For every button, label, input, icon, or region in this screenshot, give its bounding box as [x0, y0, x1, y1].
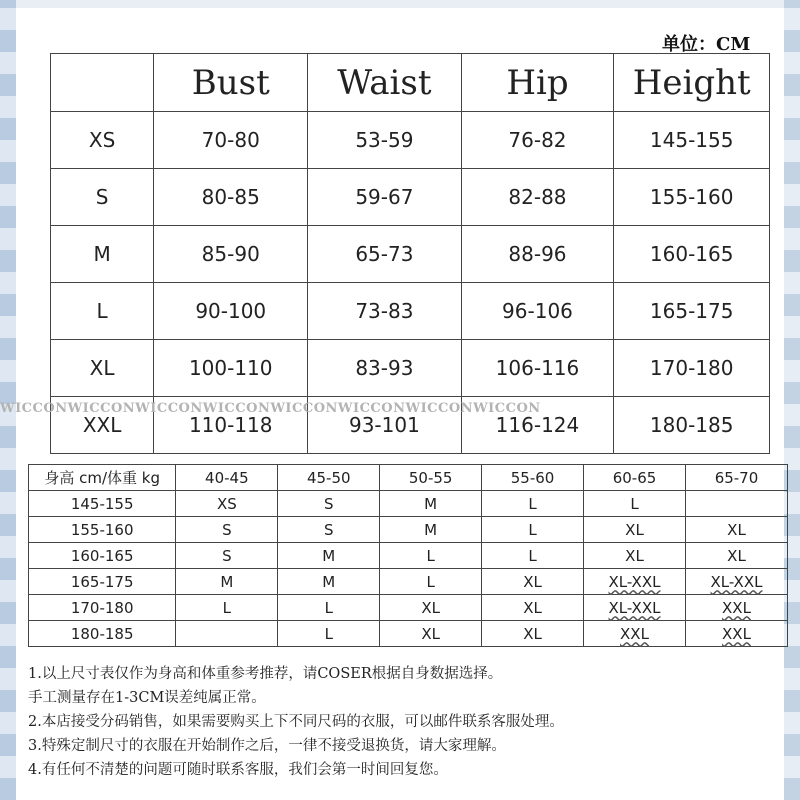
fit-header-row: [29, 465, 788, 491]
recommended-size-cell: XL: [482, 595, 584, 621]
watermark-text: WICCONWICCONWICCONWICCONWICCONWICCONWICCONWICCON: [0, 401, 541, 416]
size-label-cell: L: [51, 283, 154, 340]
measurement-cell: 160-165: [614, 226, 770, 283]
recommended-size-cell: [176, 621, 278, 647]
measurement-row: [51, 112, 770, 169]
fit-header-weight: 60-65: [584, 465, 686, 491]
measurement-row: [51, 226, 770, 283]
recommended-size-cell: L: [380, 543, 482, 569]
measurement-cell: 53-59: [308, 112, 461, 169]
measurement-header-size: [51, 54, 154, 112]
recommended-size-cell: L: [482, 491, 584, 517]
height-range-cell: 180-185: [29, 621, 176, 647]
note-line: 3.特殊定制尺寸的衣服在开始制作之后，一律不接受退换货，请大家理解。: [28, 738, 506, 754]
recommended-size-cell: XL: [482, 569, 584, 595]
note-line: 1.以上尺寸表仅作为身高和体重参考推荐，请COSER根据自身数据选择。: [28, 666, 503, 682]
measurement-cell: 96-106: [461, 283, 614, 340]
recommended-size-cell: XXL: [584, 621, 686, 647]
measurement-cell: 93-101: [308, 397, 461, 454]
recommended-size-cell: L: [482, 543, 584, 569]
measurement-cell: 82-88: [461, 169, 614, 226]
recommended-size-cell: M: [278, 569, 380, 595]
recommended-size-cell: XL: [584, 517, 686, 543]
size-label-cell: XXL: [51, 397, 154, 454]
recommended-size-cell: XL-XXL: [584, 569, 686, 595]
measurement-cell: 76-82: [461, 112, 614, 169]
fit-row: [29, 595, 788, 621]
height-range-cell: 165-175: [29, 569, 176, 595]
measurement-cell: 155-160: [614, 169, 770, 226]
recommended-size-cell: M: [380, 517, 482, 543]
size-notes: [28, 662, 778, 782]
fit-row: [29, 621, 788, 647]
unit-label: 单位：CM: [662, 34, 751, 55]
recommended-size-cell: L: [278, 621, 380, 647]
measurement-row: [51, 340, 770, 397]
measurement-header-height: Height: [614, 54, 770, 112]
height-range-cell: 170-180: [29, 595, 176, 621]
fit-header-weight: 65-70: [685, 465, 787, 491]
recommended-size-cell: XL-XXL: [685, 569, 787, 595]
recommended-size-cell: L: [584, 491, 686, 517]
height-range-cell: 145-155: [29, 491, 176, 517]
recommended-size-cell: XS: [176, 491, 278, 517]
measurement-cell: 145-155: [614, 112, 770, 169]
measurement-row: [51, 169, 770, 226]
recommended-size-cell: S: [176, 543, 278, 569]
recommended-size-cell: L: [278, 595, 380, 621]
recommended-size-cell: XXL: [685, 621, 787, 647]
recommended-size-cell: XL: [685, 517, 787, 543]
fit-header-axis: 身高 cm/体重 kg: [29, 465, 176, 491]
recommended-size-cell: XL: [380, 621, 482, 647]
recommended-size-cell: L: [176, 595, 278, 621]
measurement-cell: 100-110: [154, 340, 308, 397]
measurement-cell: 88-96: [461, 226, 614, 283]
measurement-cell: 70-80: [154, 112, 308, 169]
recommended-size-cell: M: [176, 569, 278, 595]
note-line: 2.本店接受分码销售，如果需要购买上下不同尺码的衣服，可以邮件联系客服处理。: [28, 714, 564, 730]
recommended-size-cell: XL-XXL: [584, 595, 686, 621]
recommended-size-cell: XL: [482, 621, 584, 647]
measurement-header-bust: Bust: [154, 54, 308, 112]
fit-row: [29, 517, 788, 543]
background-pattern-right: [784, 0, 800, 800]
measurement-cell: 85-90: [154, 226, 308, 283]
size-label-cell: M: [51, 226, 154, 283]
measurement-cell: 65-73: [308, 226, 461, 283]
measurement-header-hip: Hip: [461, 54, 614, 112]
fit-header-weight: 45-50: [278, 465, 380, 491]
note-line: 4.有任何不清楚的问题可随时联系客服，我们会第一时间回复您。: [28, 762, 448, 778]
recommended-size-cell: XL: [380, 595, 482, 621]
measurement-header-row: [51, 54, 770, 112]
fit-row: [29, 569, 788, 595]
recommended-size-cell: [685, 491, 787, 517]
measurement-cell: 90-100: [154, 283, 308, 340]
recommended-size-cell: L: [380, 569, 482, 595]
measurement-cell: 116-124: [461, 397, 614, 454]
height-range-cell: 155-160: [29, 517, 176, 543]
fit-header-weight: 55-60: [482, 465, 584, 491]
measurement-cell: 165-175: [614, 283, 770, 340]
recommended-size-cell: S: [278, 491, 380, 517]
background-pattern-left: [0, 0, 16, 800]
recommended-size-cell: XL: [685, 543, 787, 569]
height-range-cell: 160-165: [29, 543, 176, 569]
recommended-size-cell: S: [278, 517, 380, 543]
fit-header-weight: 50-55: [380, 465, 482, 491]
recommended-size-cell: XL: [584, 543, 686, 569]
measurement-cell: 170-180: [614, 340, 770, 397]
measurement-table: [50, 53, 770, 454]
measurement-cell: 180-185: [614, 397, 770, 454]
measurement-header-waist: Waist: [308, 54, 461, 112]
measurement-row: [51, 397, 770, 454]
note-line: 手工测量存在1-3CM误差纯属正常。: [28, 690, 266, 706]
recommended-size-cell: M: [380, 491, 482, 517]
recommended-size-cell: M: [278, 543, 380, 569]
recommended-size-cell: S: [176, 517, 278, 543]
fit-row: [29, 491, 788, 517]
size-label-cell: XS: [51, 112, 154, 169]
fit-header-weight: 40-45: [176, 465, 278, 491]
measurement-cell: 73-83: [308, 283, 461, 340]
measurement-cell: 59-67: [308, 169, 461, 226]
size-label-cell: XL: [51, 340, 154, 397]
size-label-cell: S: [51, 169, 154, 226]
measurement-cell: 106-116: [461, 340, 614, 397]
measurement-cell: 83-93: [308, 340, 461, 397]
height-weight-fit-table: [28, 464, 788, 647]
measurement-cell: 80-85: [154, 169, 308, 226]
measurement-cell: 110-118: [154, 397, 308, 454]
recommended-size-cell: XXL: [685, 595, 787, 621]
measurement-row: [51, 283, 770, 340]
fit-row: [29, 543, 788, 569]
recommended-size-cell: L: [482, 517, 584, 543]
